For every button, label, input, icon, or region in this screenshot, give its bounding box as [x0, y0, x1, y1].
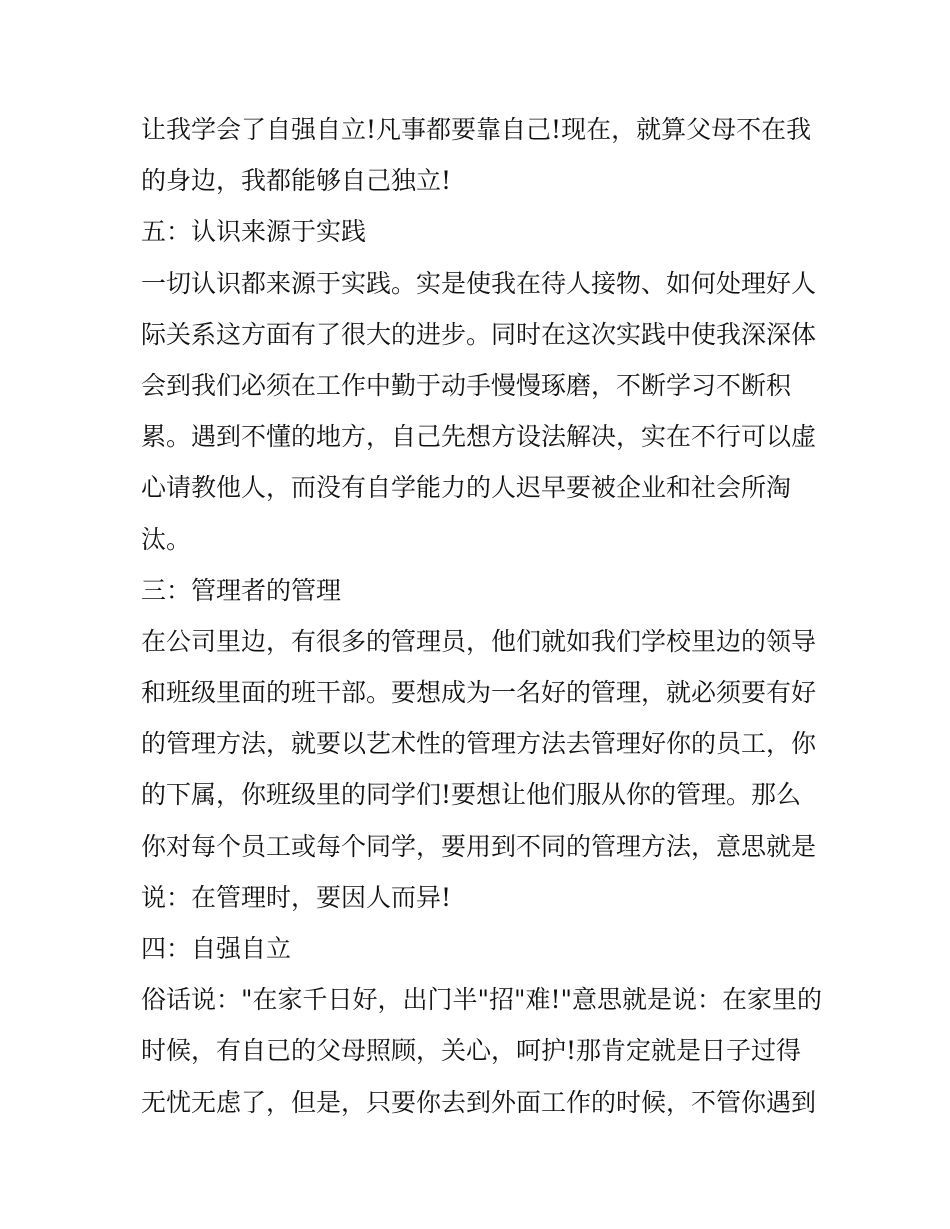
section-heading: 三：管理者的管理 [141, 575, 342, 605]
body-text-line: 累。遇到不懂的地方，自己先想方设法解决，实在不行可以虚 [141, 422, 817, 452]
body-text-line: 时候，有自已的父母照顾，关心，呵护!那肯定就是日子过得 [141, 1036, 802, 1066]
body-text-line: 在公司里边，有很多的管理员，他们就如我们学校里边的领导 [141, 626, 817, 656]
body-text-line: 无忧无虑了，但是，只要你去到外面工作的时候，不管你遇到 [141, 1087, 817, 1117]
body-text-line: 汰。 [141, 524, 192, 554]
body-text-line: 会到我们必须在工作中勤于动手慢慢琢磨，不断学习不断积 [141, 370, 792, 400]
body-text-line: 俗话说："在家千日好，出门半"招"难!"意思就是说：在家里的 [141, 985, 823, 1015]
body-text-line: 心请教他人，而没有自学能力的人迟早要被企业和社会所淘 [141, 473, 792, 503]
document-body [141, 104, 821, 1128]
body-text-line: 和班级里面的班干部。要想成为一名好的管理，就必须要有好 [141, 678, 817, 708]
body-text-line: 你对每个员工或每个同学，要用到不同的管理方法，意思就是 [141, 831, 817, 861]
section-heading: 四：自强自立 [141, 934, 292, 963]
body-text-line: 的管理方法，就要以艺术性的管理方法去管理好你的员工，你 [141, 729, 817, 759]
body-text-line: 的身边，我都能够自己独立! [141, 166, 452, 196]
body-text-line: 际关系这方面有了很大的进步。同时在这次实践中使我深深体 [141, 319, 817, 349]
body-text-line: 的下属，你班级里的同学们!要想让他们服从你的管理。那么 [141, 780, 802, 810]
body-text-line: 说：在管理时，要因人而异! [141, 882, 452, 912]
section-heading: 五：认识来源于实践 [141, 217, 367, 247]
body-text-line: 让我学会了自强自立!凡事都要靠自己!现在，就算父母不在我 [141, 115, 812, 144]
body-text-line: 一切认识都来源于实践。实是使我在待人接物、如何处理好人 [141, 268, 817, 298]
